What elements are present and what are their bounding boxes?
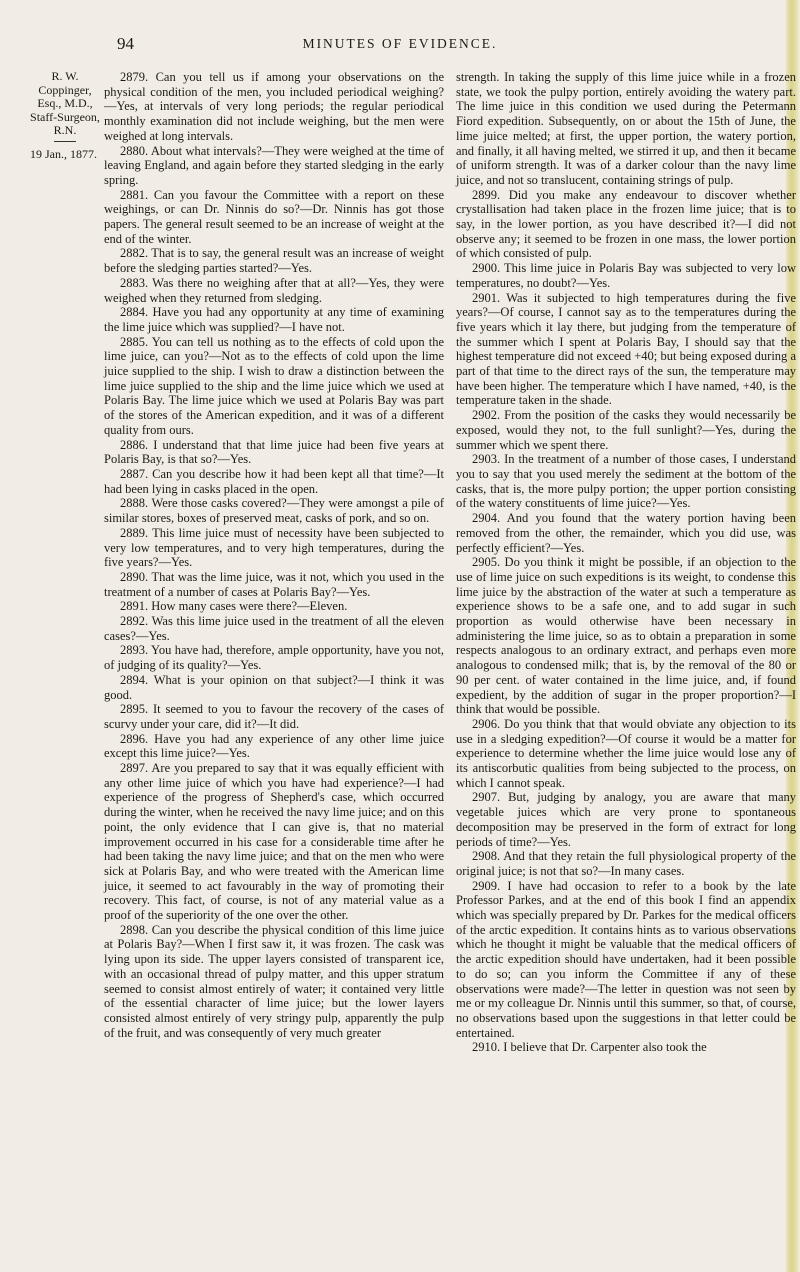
question-paragraph: 2904. And you found that the watery portion having been removed from the other, the remainder, which you did use, was perfectly efficient?—Yes. [456,511,796,555]
question-paragraph: 2893. You have had, therefore, ample opportunity, have you not, of judging of its quality?—Yes. [104,643,444,673]
question-paragraph: 2905. Do you think it might be possible, if an objection to the use of lime juice on such expeditions is its weight, to condense this lime juice by the abstraction of the water at such a temperature as experience shows to be a safe one, and to add sugar in such proportion as would otherwise have been necessary in administering the lime juice, so as to obtain a preparation in some respects analogous to an ordinary extract, and perhaps even more analogous to condensed milk; that is, by the removal of the 80 or 90 per cent. of water contained in the lime juice, and, if found expedient, by the addition of sugar in the proper proportion?—I think that would be possible. [456,555,796,717]
margin-note [30,70,100,161]
continued-answer: strength. In taking the supply of this lime juice while in a frozen state, we took the pulpy portion, entirely avoiding the watery part. The lime juice in this condition we used during the Petermann Fiord expedition. Subsequently, on or about the 15th of June, the lime juice melted; at first, the upper portion, the watery portion, and finally, it all having melted, we stirred it up, and then it became of uniform strength. It was of a darker colour than the navy lime juice, and not so translucent, containing strings of pulp. [456,70,796,187]
question-paragraph: 2888. Were those casks covered?—They were amongst a pile of similar stores, boxes of preserved meat, casks of pork, and so on. [104,496,444,526]
question-paragraph: 2901. Was it subjected to high temperatures during the five years?—Of course, I cannot say as to the temperatures during the five years which it lay there, but judging from the temperature of the summer which I spent at Polaris Bay, I should say that the highest temperature did not exceed +40; but being exposed during a part of that time to the direct rays of the sun, the temperature may have been higher. The temperature which I have named, +40, is the temperature taken in the shade. [456,290,796,408]
question-paragraph: 2887. Can you describe how it had been kept all that time?—It had been lying in casks placed in the open. [104,466,444,496]
question-paragraph: 2898. Can you describe the physical condition of this lime juice at Polaris Bay?—When I first saw it, it was frozen. The cask was lying upon its side. The upper layers consisted of transparent ice, with an occasional thread of pulpy matter, and this upper stratum seemed to consist almost entirely of water; it contained very little of the essential character of lime juice; but the lower layers consisted almost entirely of very stringy pulp, apparently the pulp of the fruit, and was consequently of very much greater [104,922,444,1040]
left-column [104,70,444,1040]
right-column [456,70,796,1055]
question-paragraph: 2881. Can you favour the Committee with a report on these weighings, or can Dr. Ninnis do so?—Dr. Ninnis has got those papers. The general result seemed to be an increase of weight at the end of the winter. [104,187,444,246]
question-paragraph: 2910. I believe that Dr. Carpenter also took the [472,1040,707,1055]
question-paragraph: 2907. But, judging by analogy, you are aware that many vegetable juices which are very prone to spontaneous decomposition may be preserved in the form of extract for long periods of time?—Yes. [456,790,796,849]
question-paragraph: 2896. Have you had any experience of any other lime juice except this lime juice?—Yes. [104,731,444,761]
question-paragraph: 2897. Are you prepared to say that it was equally efficient with any other lime juice of which you have had experience?—I had experience of the progress of Shepherd's case, which occurred during the winter, when he received the navy lime juice; and on this point, the only evidence that I can give is, that no material improvement occurred in his case for a considerable time after he had been taking the navy lime juice; and that on the men who were sick at Polaris Bay, and who were treated with the American lime juice, it seemed to act favourably in the way of promoting their recovery. This fact, of course, is not of any material value as a proof of the superiority of the one over the other. [104,761,444,923]
page-header [0,34,800,56]
question-paragraph: 2880. About what intervals?—They were weighed at the time of leaving England, and again before they started sledging in the early spring. [104,143,444,187]
witness-date: 19 Jan., 1877. [30,146,97,161]
question-paragraph: 2906. Do you think that that would obviate any objection to its use in a sledging expedition?—Of course it would be a matter for experience to determine whether the lime juice would lose any of its antiscorbutic qualities from being subjected to the process, on which I cannot speak. [456,716,796,790]
question-paragraph: 2902. From the position of the casks they would necessarily be exposed, would they not, to the full sunlight?—Yes, during the summer which we spent there. [456,408,796,452]
question-paragraph: 2879. Can you tell us if among your observations on the physical condition of the men, you included periodical weighing?—Yes, at intervals of very long periods; the regular periodical monthly examination did not include weighing, but the men were weighed at long intervals. [104,70,444,143]
question-paragraph: 2883. Was there no weighing after that at all?—Yes, they were weighed when they returned from sledging. [104,275,444,305]
margin-divider [54,141,76,142]
question-paragraph: 2894. What is your opinion on that subject?—I think it was good. [104,672,444,702]
question-paragraph: 2909. I have had occasion to refer to a book by the late Professor Parkes, and at the end of this book I find an appendix which was specially prepared by Dr. Parkes for the medical officers of the arctic expedition. It contains hints as to various observations which he thought it might be valuable that the medical officers of the arctic expedition should have undertaken, had it been possible to do so; can you inform the Committee if any of these observations were made?—The letter in question was not seen by me or my colleague Dr. Ninnis until this summer, so that, of course, no observations based upon the suggestions in that letter could be entertained. [456,878,796,1040]
question-paragraph: 2889. This lime juice must of necessity have been subjected to very low temperatures, and to very high temperatures, during the five years?—Yes. [104,525,444,570]
question-paragraph: 2884. Have you had any opportunity at any time of examining the lime juice which was supplied?—I have not. [104,305,444,334]
question-paragraph: 2891. How many cases were there?—Eleven. [120,599,348,614]
question-paragraph: 2900. This lime juice in Polaris Bay was subjected to very low temperatures, no doubt?—Yes. [456,261,796,290]
question-paragraph: 2903. In the treatment of a number of those cases, I understand you to say that you used merely the sediment at the bottom of the casks, that is, the more pulpy portion; the upper portion consisting of the watery constituents of lime juice?—Yes. [456,452,796,511]
page-number: 94 [117,34,134,53]
question-paragraph: 2899. Did you make any endeavour to discover whether crystallisation had taken place in the frozen lime juice; that is to say, in the lower portion, as you have described it?—I did not observe any; it seemed to be frozen in one mass, the lower portion of which consisted of pulp. [456,187,796,261]
question-paragraph: 2895. It seemed to you to favour the recovery of the cases of scurvy under your care, did it?—It did. [104,702,444,731]
question-paragraph: 2908. And that they retain the full physiological property of the original juice; is not that so?—In many cases. [456,849,796,878]
question-paragraph: 2885. You can tell us nothing as to the effects of cold upon the lime juice, can you?—Not as to the effects of cold upon the lime juice supplied to the ship. I wish to draw a distinction between the lime juice supplied to the ship and the lime juice which we used at Polaris Bay. The lime juice which we used at Polaris Bay was part of the stores of the American expedition, and it was of a different quality from ours. [104,334,444,437]
witness-name: R. W. Coppinger, Esq., M.D., Staff-Surgeon, R.N. [30,69,100,137]
question-paragraph: 2882. That is to say, the general result was an increase of weight before the sledging parties started?—Yes. [104,246,444,276]
question-paragraph: 2886. I understand that that lime juice had been five years at Polaris Bay, is that so?—Yes. [104,437,444,467]
running-head: MINUTES OF EVIDENCE. [302,36,498,51]
question-paragraph: 2892. Was this lime juice used in the treatment of all the eleven cases?—Yes. [104,614,444,643]
question-paragraph: 2890. That was the lime juice, was it not, which you used in the treatment of a number of cases at Polaris Bay?—Yes. [104,569,444,599]
